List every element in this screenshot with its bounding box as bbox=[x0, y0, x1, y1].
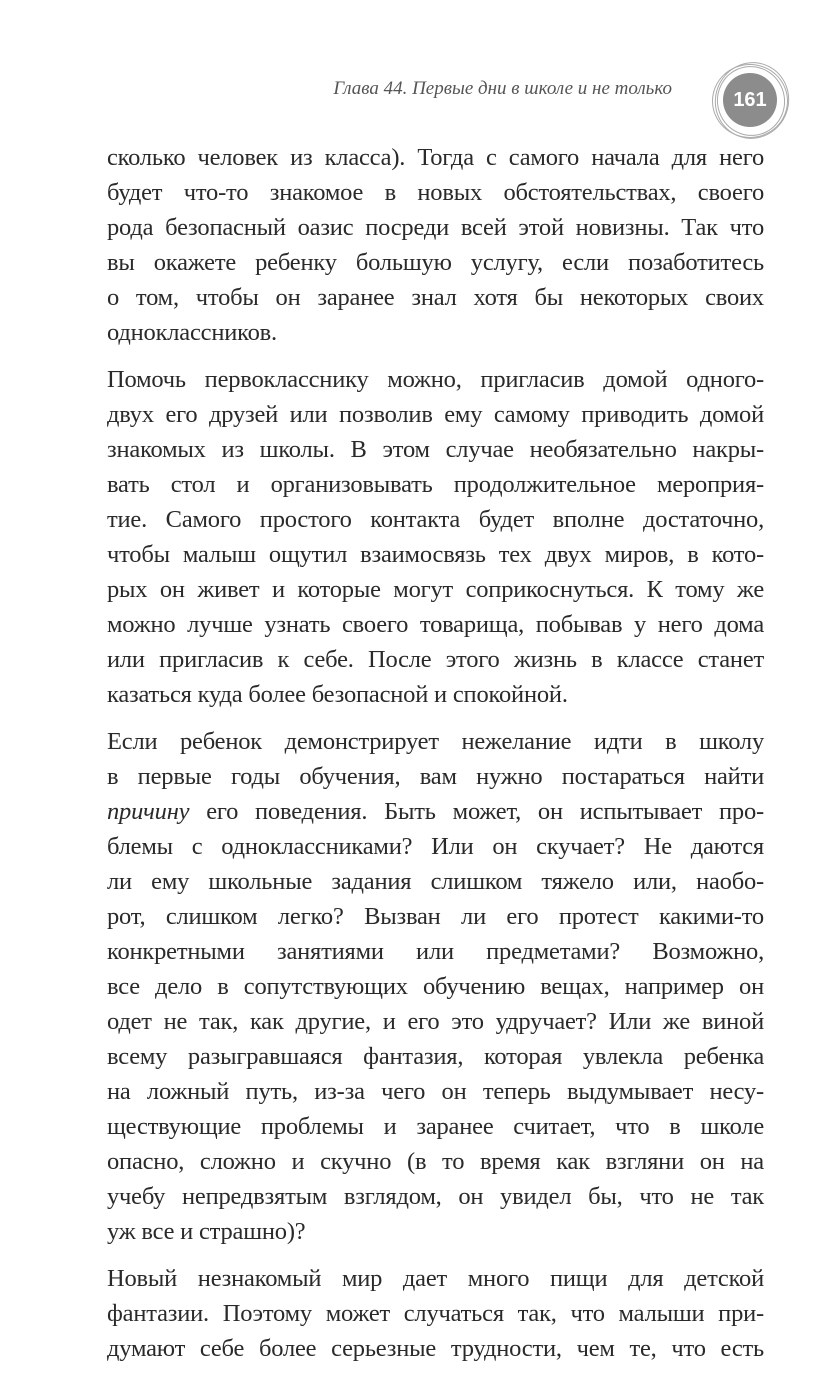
text-span: его поведения. Быть может, он испытывает про- bbox=[189, 798, 764, 825]
text-line: все дело в сопутствующих обучению вещах, например он bbox=[107, 973, 764, 1000]
text-line: опасно, сложно и скучно (в то время как взгляни он на bbox=[107, 1148, 764, 1175]
text-line: в первые годы обучения, вам нужно постараться найти bbox=[107, 763, 764, 790]
text-line: на ложный путь, из-за чего он теперь выдумывает несу- bbox=[107, 1078, 764, 1105]
text-line: сколько человек из класса). Тогда с самого начала для него bbox=[107, 144, 764, 171]
paragraph bbox=[107, 140, 764, 350]
text-line: знакомых из школы. В этом случае необязательно накры- bbox=[107, 436, 764, 463]
paragraph bbox=[107, 362, 764, 712]
text-line: ществующие проблемы и заранее считает, что в школе bbox=[107, 1113, 764, 1140]
text-line: можно лучше узнать своего товарища, побывав у него дома bbox=[107, 611, 764, 638]
text-line: о том, чтобы он заранее знал хотя бы некоторых своих bbox=[107, 284, 764, 311]
text-line: Новый незнакомый мир дает много пищи для детской bbox=[107, 1265, 764, 1292]
text-line: вы окажете ребенку большую услугу, если позаботитесь bbox=[107, 249, 764, 276]
paragraph bbox=[107, 724, 764, 1249]
text-line: Если ребенок демонстрирует нежелание идти в школу bbox=[107, 728, 764, 755]
text-line: рот, слишком легко? Вызван ли его протест какими-то bbox=[107, 903, 764, 930]
text-line: будет что-то знакомое в новых обстоятельствах, своего bbox=[107, 179, 764, 206]
page-number-badge bbox=[712, 62, 788, 138]
text-line: учебу непредвзятым взглядом, он увидел бы, что не так bbox=[107, 1183, 764, 1210]
text-line: одет не так, как другие, и его это удручает? Или же виной bbox=[107, 1008, 764, 1035]
text-line: ли ему школьные задания слишком тяжело или, наобо- bbox=[107, 868, 764, 895]
text-line: уж все и страшно)? bbox=[107, 1218, 306, 1245]
emphasis-text: причину bbox=[107, 798, 190, 825]
text-line: одноклассников. bbox=[107, 319, 277, 346]
text-line: чтобы малыш ощутил взаимосвязь тех двух миров, в кото- bbox=[107, 541, 764, 568]
text-line: казаться куда более безопасной и спокойной. bbox=[107, 681, 568, 708]
text-line: или пригласив к себе. После этого жизнь в классе станет bbox=[107, 646, 764, 673]
text-line: думают себе более серьезные трудности, чем те, что есть bbox=[107, 1335, 764, 1362]
paragraph bbox=[107, 1261, 764, 1366]
text-line: двух его друзей или позволив ему самому приводить домой bbox=[107, 401, 764, 428]
text-line: блемы с одноклассниками? Или он скучает? Не даются bbox=[107, 833, 764, 860]
text-line: Помочь первокласснику можно, пригласив домой одного- bbox=[107, 366, 764, 393]
running-header: Глава 44. Первые дни в школе и не только bbox=[333, 78, 672, 99]
text-line: рых он живет и которые могут соприкоснуться. К тому же bbox=[107, 576, 764, 603]
text-line: всему разыгравшаяся фантазия, которая увлекла ребенка bbox=[107, 1043, 764, 1070]
text-line: тие. Самого простого контакта будет вполне достаточно, bbox=[107, 506, 764, 533]
text-line: рода безопасный оазис посреди всей этой новизны. Так что bbox=[107, 214, 764, 241]
text-line bbox=[107, 794, 764, 829]
body-text bbox=[107, 140, 764, 1378]
text-line: фантазии. Поэтому может случаться так, что малыши при- bbox=[107, 1300, 764, 1327]
page-number: 161 bbox=[723, 73, 777, 127]
text-line: вать стол и организовывать продолжительное мероприя- bbox=[107, 471, 764, 498]
text-line: конкретными занятиями или предметами? Возможно, bbox=[107, 938, 764, 965]
